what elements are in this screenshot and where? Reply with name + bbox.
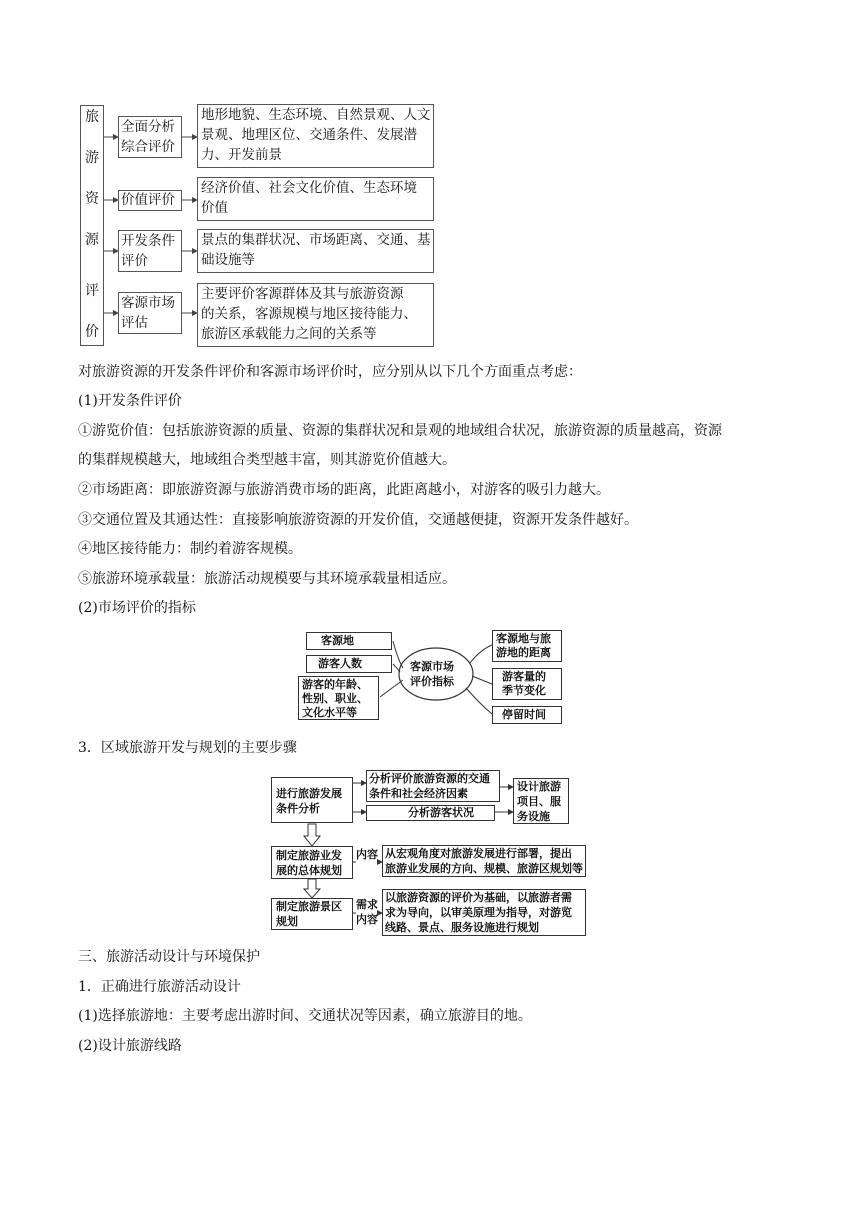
category-label: 全面分析 bbox=[121, 119, 175, 135]
analysis-factors-label: 条件和社会经济因素 bbox=[369, 787, 468, 800]
design-label: 项目、服 bbox=[517, 795, 561, 808]
center-label: 客源市场 bbox=[410, 660, 454, 673]
right-label: 游地的距离 bbox=[496, 646, 551, 659]
detail-line: 的关系，客源规模与地区接待能力、 bbox=[201, 306, 417, 322]
content3-line: 线路、景点、服务设施进行规划 bbox=[385, 921, 539, 934]
category-label: 客源市场 bbox=[121, 295, 175, 311]
step2-label: 展的总体规划 bbox=[276, 864, 342, 877]
category-label: 评价 bbox=[121, 253, 148, 269]
content2-line: 旅游业发展的方向、规模、旅游区规划等 bbox=[385, 862, 583, 875]
vertical-title-char: 价 bbox=[85, 324, 99, 340]
step3-label: 规划 bbox=[276, 915, 298, 928]
left-label: 文化水平等 bbox=[302, 706, 357, 719]
item-reception: ④地区接待能力：制约着游客规模。 bbox=[78, 541, 302, 557]
content3-line: 以旅游资源的评价为基础，以旅游者需 bbox=[385, 891, 572, 904]
detail-line: 础设施等 bbox=[201, 252, 255, 268]
analysis-factors-label: 分析评价旅游资源的交通 bbox=[369, 772, 490, 785]
subheading-design-route: (2)设计旅游线路 bbox=[78, 1038, 182, 1054]
right-label: 客源地与旅 bbox=[496, 632, 551, 645]
detail-line: 力、开发前景 bbox=[201, 147, 282, 163]
heading-planning-steps: 3．区域旅游开发与规划的主要步骤 bbox=[78, 740, 297, 756]
vertical-title-char: 评 bbox=[85, 283, 99, 299]
right-label: 停留时间 bbox=[502, 708, 546, 721]
category-label: 综合评价 bbox=[121, 139, 175, 155]
demand-label: 内容 bbox=[356, 913, 378, 926]
vertical-title-char: 旅 bbox=[85, 109, 99, 125]
analysis-tourists-label: 分析游客状况 bbox=[408, 806, 474, 819]
intro-paragraph: 对旅游资源的开发条件评价和客源市场评价时，应分别从以下几个方面重点考虑： bbox=[78, 364, 582, 380]
step3-label: 制定旅游景区 bbox=[276, 900, 342, 913]
step2-label: 制定旅游业发 bbox=[276, 849, 342, 862]
detail-line: 旅游区承载能力之间的关系等 bbox=[201, 326, 377, 342]
vertical-title-char: 游 bbox=[85, 150, 99, 166]
subheading-market-index: (2)市场评价的指标 bbox=[78, 600, 196, 616]
right-label: 季节变化 bbox=[502, 684, 546, 697]
detail-line: 景点的集群状况、市场距离、交通、基 bbox=[201, 232, 431, 248]
section-heading: 三、旅游活动设计与环境保护 bbox=[78, 949, 260, 965]
vertical-title-char: 源 bbox=[85, 232, 99, 248]
detail-line: 价值 bbox=[201, 200, 228, 216]
content3-line: 求为导向，以审美原理为指导，对游览 bbox=[385, 906, 572, 919]
category-label: 开发条件 bbox=[121, 233, 175, 249]
step1-label: 条件分析 bbox=[276, 802, 320, 815]
demand-label: 需求 bbox=[356, 898, 378, 911]
heading-activity-design: 1．正确进行旅游活动设计 bbox=[78, 979, 241, 995]
detail-line: 地形地貌、生态环境、自然景观、人文 bbox=[201, 107, 431, 123]
item-market-distance: ②市场距离：即旅游资源与旅游消费市场的距离，此距离越小，对游客的吸引力越大。 bbox=[78, 482, 610, 498]
design-label: 设计旅游 bbox=[517, 780, 561, 793]
left-label: 性别、职业、 bbox=[302, 692, 368, 705]
center-label: 评价指标 bbox=[410, 675, 454, 688]
item-capacity: ⑤旅游环境承载量：旅游活动规模要与其环境承载量相适应。 bbox=[78, 571, 456, 587]
left-label: 游客的年龄、 bbox=[302, 678, 368, 691]
subheading-development: (1)开发条件评价 bbox=[78, 393, 182, 409]
category-label: 价值评价 bbox=[121, 192, 175, 208]
vertical-title-char: 资 bbox=[85, 191, 99, 207]
right-label: 游客量的 bbox=[502, 670, 546, 683]
design-label: 务设施 bbox=[517, 810, 550, 823]
left-label: 游客人数 bbox=[318, 657, 362, 670]
step1-label: 进行旅游发展 bbox=[276, 787, 342, 800]
subheading-choose-destination: (1)选择旅游地：主要考虑出游时间、交通状况等因素，确立旅游目的地。 bbox=[78, 1008, 532, 1024]
content-label: 内容 bbox=[356, 848, 378, 861]
detail-line: 景观、地理区位、交通条件、发展潜 bbox=[201, 127, 417, 143]
item-tour-value: ①游览价值：包括旅游资源的质量、资源的集群状况和景观的地域组合状况，旅游资源的质量越高，资源 bbox=[78, 423, 722, 439]
detail-line: 主要评价客源群体及其与旅游资源 bbox=[201, 286, 404, 302]
content2-line: 从宏观角度对旅游发展进行部署，提出 bbox=[385, 847, 572, 860]
detail-line: 经济价值、社会文化价值、生态环境 bbox=[201, 180, 417, 196]
left-label: 客源地 bbox=[321, 634, 354, 647]
item-tour-value-cont: 的集群规模越大，地域组合类型越丰富，则其游览价值越大。 bbox=[78, 452, 456, 468]
item-traffic: ③交通位置及其通达性：直接影响旅游资源的开发价值，交通越便捷，资源开发条件越好。 bbox=[78, 512, 638, 528]
category-label: 评估 bbox=[121, 315, 148, 331]
